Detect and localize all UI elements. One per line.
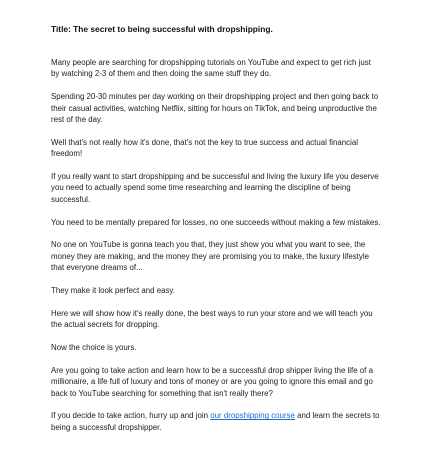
paragraph-3: Well that's not really how it's done, that's not the key to true success and actual financial freedom! [51,137,359,159]
final-paragraph-text-before: If you decide to take action, hurry up and join [51,411,211,421]
paragraph-6: No one on YouTube is gonna teach you that, they just show you what you want to see, the money they are making, and the money they are promising you to make, the luxury lifestyle that everyone dreams of... [51,240,369,273]
paragraph-5: You need to be mentally prepared for losses, no one succeeds without making a few mistakes. [51,217,381,227]
paragraph-2: Spending 20-30 minutes per day working on their dropshipping project and then going back to their casual activities, watching Netflix, sitting for hours on TikTok, and being unproductive the rest of the day. [51,92,379,125]
document-body [51,23,381,445]
paragraph-10: Are you going to take action and learn how to be a successful drop shipper living the life of a millionaire, a life full of luxury and tons of money or are you going to ignore this email and go back to YouTube searching for something that isn't really there? [51,365,373,398]
paragraph-4: If you really want to start dropshipping and be successful and living the luxury life you deserve you need to actually spend some time researching and learning the discipline of being successful. [51,172,379,204]
paragraph-9: Now the choice is yours. [51,343,137,353]
final-paragraph [51,410,381,433]
paragraph-8: Here we will show how it's really done, the best ways to run your store and we will teach you the actual secrets for dropping. [51,308,373,330]
final-paragraph-text-after: and learn the secrets to being a successful dropshipper. [51,411,380,432]
paragraph-7: They make it look perfect and easy. [51,286,175,296]
course-link[interactable]: our dropshipping course [210,411,295,421]
document-title: Title: The secret to being successful with dropshipping. [51,24,273,34]
paragraph-1: Many people are searching for dropshipping tutorials on YouTube and expect to get rich just by watching 2-3 of them and then doing the same stuff they do. [51,58,371,79]
